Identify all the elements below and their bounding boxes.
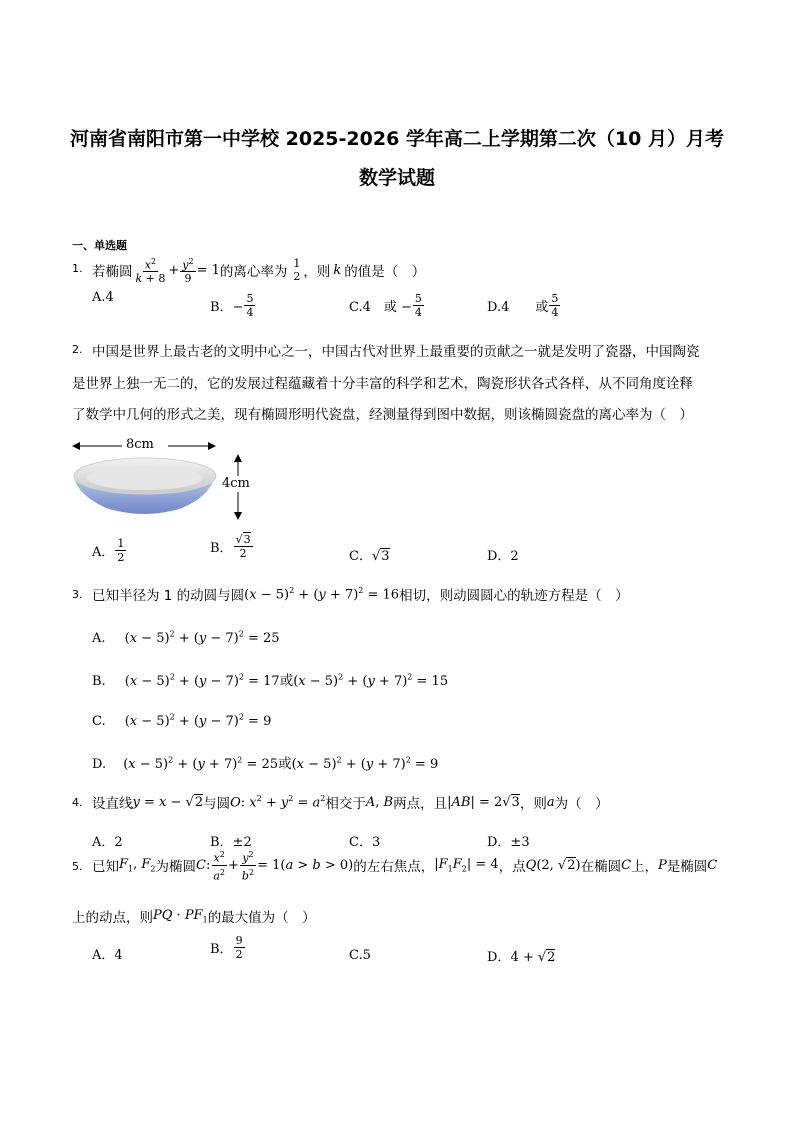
formula-fraction: $\frac{x^2}{k + 8}$ [135,256,166,286]
question-number: 1. [72,262,83,275]
option-label: C. [92,714,106,729]
option-label: B． [210,942,233,957]
question-stem: 两点，且 [393,796,448,812]
option-b[interactable]: B． $\frac{9}{2}$ [210,934,243,961]
question-number: 5. [72,860,83,873]
question-stem: 上的动点，则 [72,910,153,926]
question-number: 4. [72,796,83,809]
option-label: D. [92,757,107,772]
option-d[interactable]: D.4 或 $\frac{5}{4}$ [487,292,559,319]
question-stem: ，点 [498,859,526,875]
option-a[interactable]: A．2 [92,835,123,850]
question-stem: 的最大值为（ ） [207,910,316,926]
question-stem: 在椭圆 [580,859,622,875]
option-d[interactable]: D．±3 [487,835,530,850]
question-stem: 已知 [92,859,119,875]
question-text-line: 是世界上独一无二的，它的发展过程蕴藏着十分丰富的科学和艺术，陶瓷形状各式各样，从不同角度诠释 [72,376,693,392]
option-d[interactable]: D．2 [487,549,519,564]
plate-figure [70,434,270,524]
question-stem: 为（ ） [554,796,609,812]
option-label: D． [487,950,511,965]
option-label: B．− [210,300,244,315]
option-label: B． [210,541,233,556]
question-stem: 相切，则动圆圆心的轨迹方程是（ ） [399,588,629,604]
question-stem: 若椭圆 [92,264,133,280]
option-b[interactable]: B． $\frac{√3}{2}$ [210,533,251,560]
option-c[interactable]: C．√3 [349,549,390,564]
option-d[interactable]: D. $(x - 5)^2 + (y + 7)^2 = 25$或$(x - 5)^2 + (y + 7)^2 = 9$ [92,755,439,772]
option-label: C.4 或 − [349,300,412,315]
width-label: 8cm [126,437,154,452]
option-a[interactable]: A. $(x - 5)^2 + (y - 7)^2 = 25$ [92,629,280,646]
height-label: 4cm [222,476,250,491]
question-stem: 的离心率为 [219,264,288,280]
question-text-line: 中国是世界上最古老的文明中心之一，中国古代对世界上最重要的贡献之一就是发明了瓷器，中国陶瓷 [92,344,700,360]
question-number: 3. [72,588,83,601]
question-stem: ，则 [303,264,331,280]
option-label: A． [92,545,115,560]
question-stem: 是椭圆 [666,859,708,875]
option-c[interactable]: C. $(x - 5)^2 + (y - 7)^2 = 9$ [92,712,272,729]
option-a[interactable]: A． $\frac{1}{2}$ [92,537,125,564]
option-d[interactable]: D．4 + √2 [487,950,556,965]
page-title: 河南省南阳市第一中学校 2025-2026 学年高二上学期第二次（10 月）月考 [70,128,724,150]
section-label: 一、单选题 [72,239,127,252]
option-a[interactable]: A.4 [92,290,114,305]
option-c[interactable]: C．3 [349,835,381,850]
question-stem: 的左右焦点， [353,859,435,875]
page-subtitle: 数学试题 [358,167,435,189]
option-label: D.4 或 [487,300,549,315]
question-stem: ，则 [519,796,547,812]
question-stem: 上， [631,859,659,875]
variable: k [333,262,342,278]
question-stem: 设直线 [92,796,133,812]
formula-fraction: $\frac{y^2}{9}$ [182,256,194,286]
option-label: B. [92,674,106,689]
formula-fraction: 1 2 [293,257,301,283]
option-c[interactable]: C.4 或 − $\frac{5}{4}$ [349,292,422,319]
question-stem: 为椭圆 [155,859,197,875]
question-stem: 已知半径为 1 的动圆与圆 [92,588,245,604]
question-stem: 与圆 [203,796,231,812]
option-label: C． [349,549,372,564]
option-label: A. [92,631,106,646]
option-a[interactable]: A．4 [92,948,123,963]
question-stem: 的值是（ ） [344,264,426,280]
question-text-line: 了数学中几何的形式之美，现有椭圆形明代瓷盘，经测量得到图中数据，则该椭圆瓷盘的离心率为（ ） [72,407,693,423]
option-b[interactable]: B．±2 [210,835,252,850]
option-c[interactable]: C.5 [349,948,371,963]
option-b[interactable]: B. $(x - 5)^2 + (y - 7)^2 = 17$或$(x - 5)^2 + (y + 7)^2 = 15$ [92,672,449,689]
question-stem: 相交于 [325,796,366,812]
question-number: 2. [72,343,83,356]
option-b[interactable]: B．− $\frac{5}{4}$ [210,292,254,319]
